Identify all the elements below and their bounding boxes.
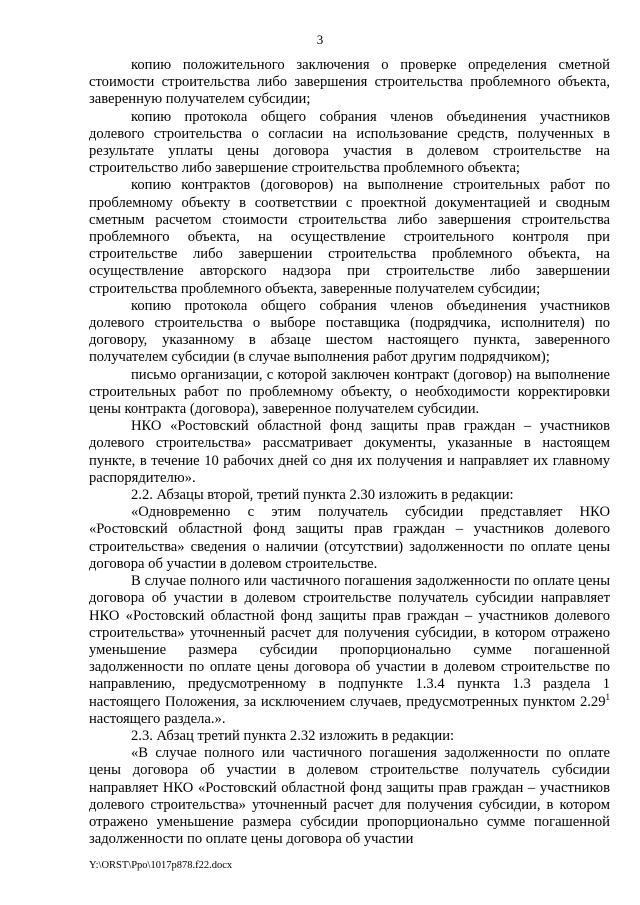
footer-file-path: Y:\ORST\Ppo\1017p878.f22.docx — [89, 860, 233, 871]
paragraph-11: «В случае полного или частичного погашения задолженности по оплате цены договора об участии в долевом строительстве получатель субсидии направляет НКО «Ростовский областной фонд защиты прав граждан – участников долевого строительства» уточненный расчет для получения субсидии, в котором отражено уменьшение размера субсидии пропорционально сумме погашенной задолженности по оплате цены договора об участии — [89, 745, 610, 848]
paragraph-2: копию протокола общего собрания членов объединения участников долевого строительства о согласии на использование средств, полученных в результате уплаты цены договора участия в долевом строительстве на строительство либо завершение строительства проблемного объекта; — [89, 108, 610, 177]
paragraph-3: копию контрактов (договоров) на выполнение строительных работ по проблемному объекту в соответствии с проектной документацией и сводным сметным расчетом стоимости строительства либо завершения строительства проблемного объекта, на осуществление строительного контроля при строительстве либо завершении строительства проблемного объекта, на осуществление авторского надзора при строительстве либо завершении строительства проблемного объекта, заверенные получателем субсидии; — [89, 177, 610, 297]
paragraph-4: копию протокола общего собрания членов объединения участников долевого строительства о выборе поставщика (подрядчика, исполнителя) по договору, указанному в абзаце шестом настоящего пункта, заверенного получателем субсидии (в случае выполнения работ другим подрядчиком); — [89, 297, 610, 366]
paragraph-5: письмо организации, с которой заключен контракт (договор) на выполнение строительных работ по проблемному объекту, о необходимости корректировки цены контракта (договора), заверенное получателем субсидии. — [89, 366, 610, 418]
paragraph-9-tail: настоящего раздела.». — [89, 710, 226, 727]
paragraph-7-section-2-2: 2.2. Абзацы второй, третий пункта 2.30 изложить в редакции: — [131, 487, 514, 504]
paragraph-9 — [89, 573, 610, 728]
paragraph-9-superscript: 1 — [605, 691, 610, 702]
paragraph-1: копию положительного заключения о проверке определения сметной стоимости строительства либо завершения строительства проблемного объекта, заверенную получателем субсидии; — [89, 57, 610, 108]
paragraph-8: «Одновременно с этим получатель субсидии представляет НКО «Ростовский областной фонд защиты прав граждан – участников долевого строительства» сведения о наличии (отсутствии) задолженности по оплате цены договора об участии в долевом строительстве. — [89, 504, 610, 572]
document-body — [89, 57, 610, 848]
paragraph-9-text: В случае полного или частичного погашения задолженности по оплате цены договора об участии в долевом строительстве получатель субсидии направляет НКО «Ростовский областной фонд защиты прав граждан – участников долевого строительства» уточненный расчет для получения субсидии, в котором отражено уменьшение размера субсидии пропорционально сумме погашенной задолженности по оплате цены договора об участии в долевом строительстве по направлению, предусмотренному в подпункте 1.3.4 пункта 1.3 раздела 1 настоящего Положения, за исключением случаев, предусмотренных пунктом 2.29 — [89, 573, 610, 710]
paragraph-6: НКО «Ростовский областной фонд защиты прав граждан – участников долевого строительства» рассматривает документы, указанные в настоящем пункте, в течение 10 рабочих дней со дня их получения и направляет их главному распорядителю». — [89, 418, 610, 486]
paragraph-10-section-2-3: 2.3. Абзац третий пункта 2.32 изложить в редакции: — [131, 727, 455, 744]
page-number: 3 — [316, 32, 324, 47]
